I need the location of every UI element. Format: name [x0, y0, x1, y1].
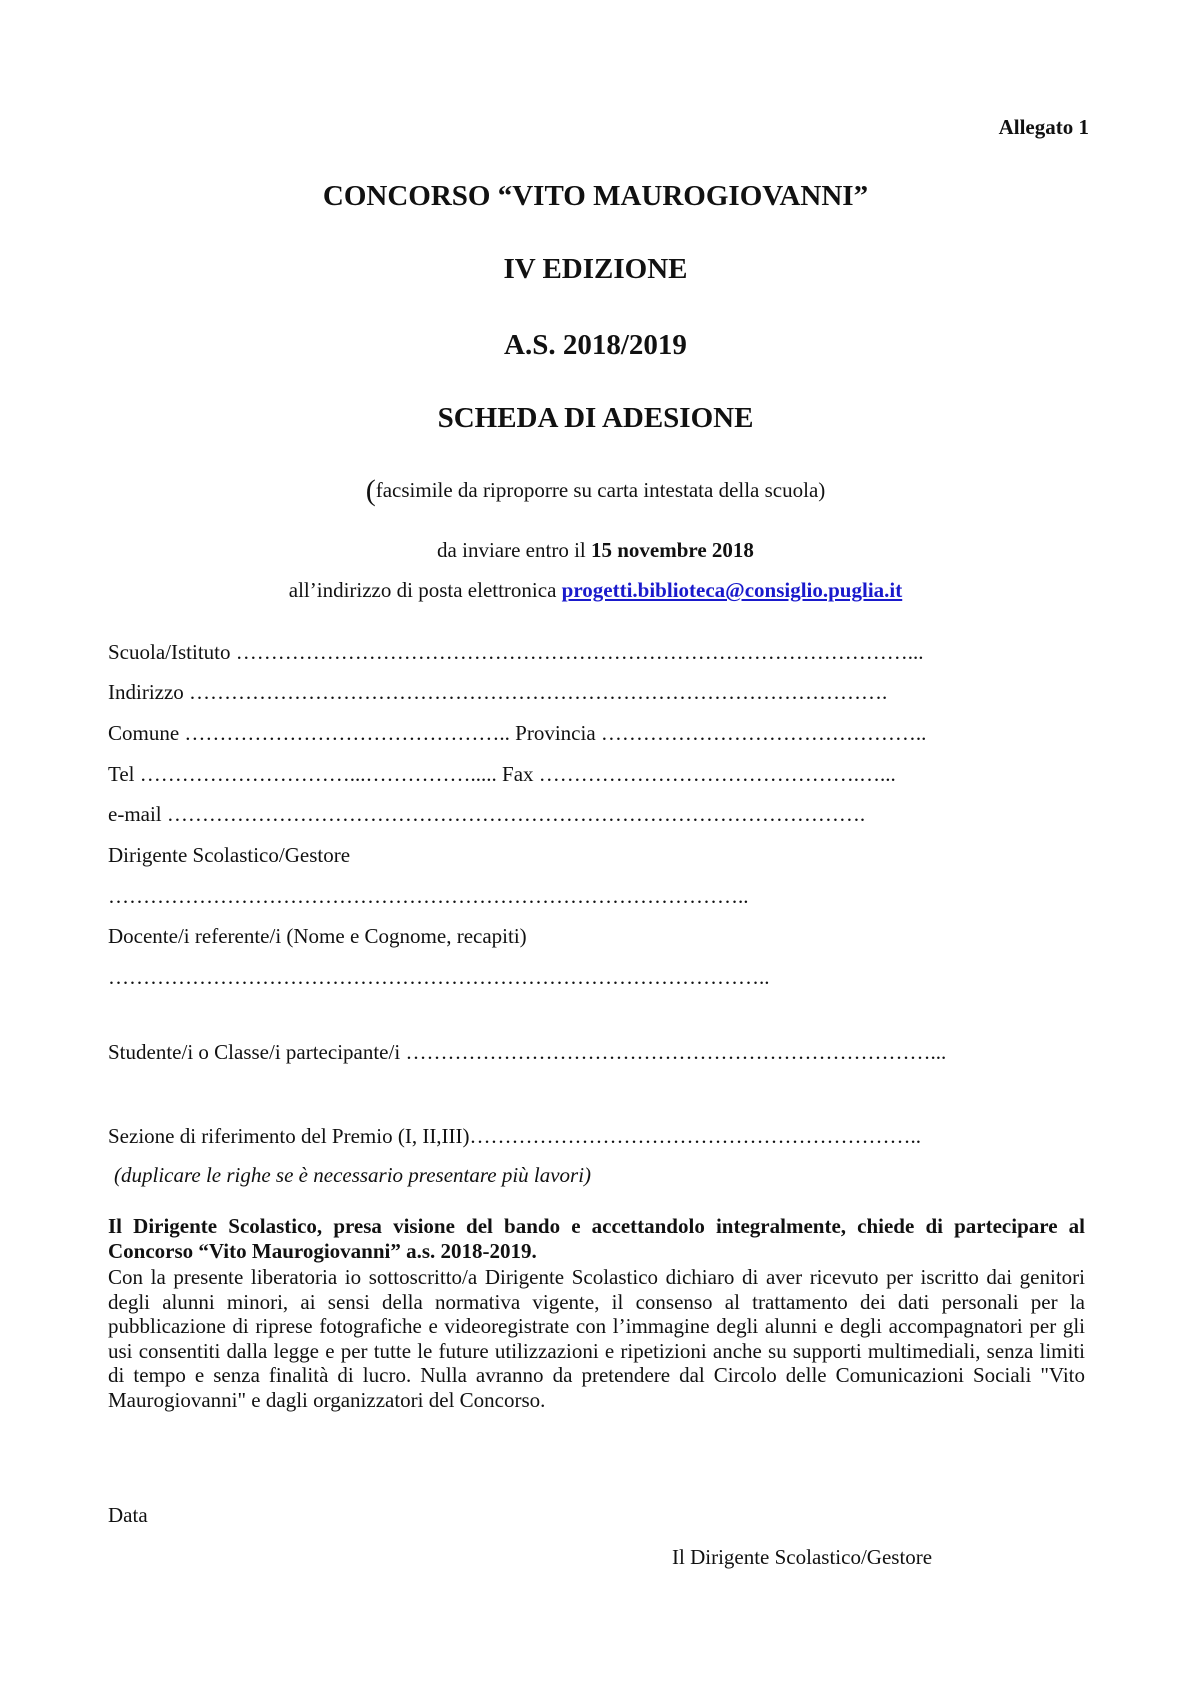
field-school[interactable]	[108, 640, 924, 665]
field-fax-label: Fax	[502, 762, 534, 786]
deadline-date: 15 novembre 2018	[591, 538, 754, 562]
field-comune-dots[interactable]: ………………………………………..	[179, 721, 516, 745]
declaration-request: Il Dirigente Scolastico, presa visione del bando e accettandolo integralmente, chiede di partecipare al Concorso “Vito Maurogiovanni” a.s. 2018-2019.	[108, 1214, 1085, 1263]
declaration-release: Con la presente liberatoria io sottoscritto/a Dirigente Scolastico dichiaro di aver ricevuto per iscritto dai genitori degli alunni minori, ai sensi della normativa vigente, il consenso al trattamento dei dati personali per la pubblicazione di riprese fotografiche e videoregistrate con l’immagine degli alunni e degli accompagnatori per gli usi consentiti dalla legge e per tutte le future utilizzazioni e ripetizioni anche su supporti multimediali, senza limiti di tempo e senza finalità di lucro. Nulla avranno da pretendere dal Circolo delle Comunicazioni Sociali "Vito Maurogiovanni" e dagli organizzatori del Concorso.	[108, 1265, 1085, 1412]
edition-title: IV EDIZIONE	[503, 253, 688, 285]
form-title: SCHEDA DI ADESIONE	[437, 402, 754, 434]
subtitle-text: facsimile da riproporre su carta intestata della scuola)	[375, 478, 826, 502]
field-address-dots[interactable]: ……………………………………………………………………………………….	[183, 680, 888, 704]
field-tel-dots[interactable]: …………………………...…………….....	[134, 762, 503, 786]
field-students-label: Studente/i o Classe/i partecipante/i	[108, 1040, 401, 1064]
field-comune-provincia[interactable]	[108, 721, 926, 746]
email-link[interactable]: progetti.biblioteca@consiglio.puglia.it	[561, 578, 903, 602]
attachment-label: Allegato 1	[998, 115, 1089, 139]
field-fax-dots[interactable]: ……………………………………….…...	[533, 762, 896, 786]
subtitle	[0, 474, 1191, 508]
date-label: Data	[108, 1503, 148, 1527]
deadline-line	[0, 538, 1191, 563]
field-email-dots[interactable]: ……………………………………………………………………………………….	[161, 802, 866, 826]
address-prefix: all’indirizzo di posta elettronica	[288, 578, 562, 602]
field-provincia-label: Provincia	[515, 721, 596, 745]
field-school-label: Scuola/Istituto	[108, 640, 231, 664]
contest-title: CONCORSO “VITO MAUROGIOVANNI”	[322, 180, 869, 212]
field-address-label: Indirizzo	[108, 680, 184, 704]
field-address[interactable]	[108, 680, 887, 705]
field-students-dots[interactable]: …………………………………………………………………...	[400, 1040, 947, 1064]
field-email-label: e-mail	[108, 802, 162, 826]
duplicate-note: (duplicare le righe se è necessario presentare più lavori)	[114, 1163, 592, 1187]
field-section[interactable]	[108, 1124, 921, 1149]
field-principal-dots[interactable]: ………………………………………………………………………………..	[108, 884, 749, 908]
deadline-prefix: da inviare entro il	[437, 538, 591, 562]
field-section-label: Sezione di riferimento del Premio (I, II,III)	[108, 1124, 470, 1148]
subtitle-open-paren: (	[365, 474, 376, 507]
field-teachers-label: Docente/i referente/i (Nome e Cognome, recapiti)	[108, 924, 527, 948]
field-students[interactable]	[108, 1040, 946, 1065]
field-school-dots[interactable]: ……………………………………………………………………………………...	[230, 640, 924, 664]
school-year-title: A.S. 2018/2019	[504, 329, 687, 361]
field-email[interactable]	[108, 802, 865, 827]
field-tel-fax[interactable]	[108, 762, 896, 787]
signature-label: Il Dirigente Scolastico/Gestore	[672, 1545, 933, 1569]
address-line	[0, 578, 1191, 603]
field-section-dots[interactable]: ………………………………………………………..	[469, 1124, 922, 1148]
field-provincia-dots[interactable]: ………………………………………..	[595, 721, 927, 745]
field-comune-label: Comune	[108, 721, 180, 745]
field-tel-label: Tel	[108, 762, 135, 786]
field-principal-label: Dirigente Scolastico/Gestore	[108, 843, 351, 867]
field-teachers-dots[interactable]: …………………………………………………………………………………..	[108, 965, 770, 989]
